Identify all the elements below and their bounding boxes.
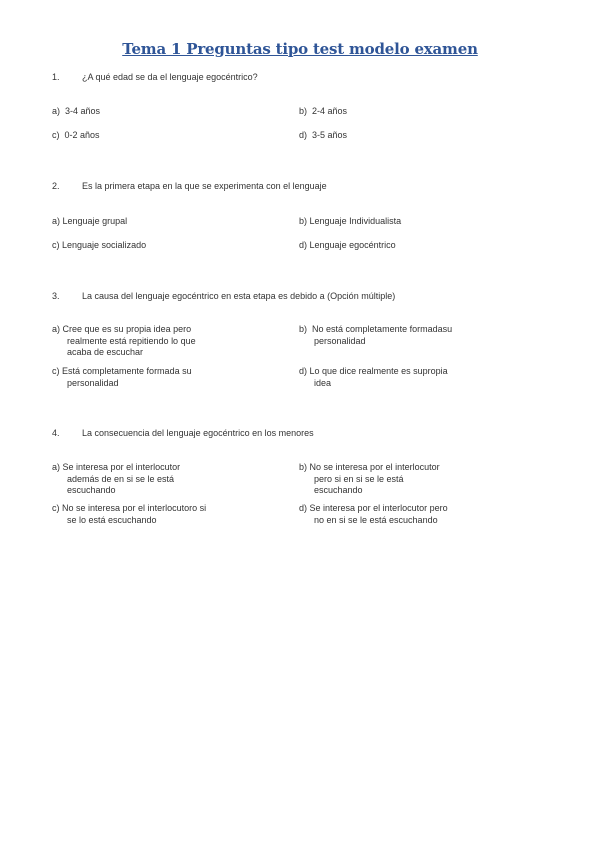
option-text: No se interesa por el interlocutoro si: [62, 503, 207, 513]
option-text: se lo está escuchando: [67, 514, 157, 525]
question-text: ¿A qué edad se da el lenguaje egocéntrico?: [82, 72, 258, 82]
option-letter: b): [299, 324, 308, 334]
option-text: idea: [314, 377, 332, 388]
option-text: acaba de escuchar: [67, 347, 144, 357]
option-letter: a): [52, 216, 61, 226]
question-text: La causa del lenguaje egocéntrico en esta etapa es debido a (Opción múltiple): [82, 291, 396, 301]
option-letter: c): [52, 366, 60, 376]
option-letter: a): [52, 106, 61, 116]
option-letter: d): [299, 240, 308, 250]
option-text: Lenguaje egocéntrico: [309, 240, 396, 250]
option-text: Lo que dice realmente es supropia: [309, 366, 448, 376]
option-letter: a): [52, 324, 61, 334]
document-title: Tema 1 Preguntas tipo test modelo examen: [122, 40, 478, 58]
option-text: personalidad: [314, 335, 366, 346]
option-text: no en si se le está escuchando: [314, 514, 438, 525]
option-text: personalidad: [67, 377, 119, 388]
option-text: Está completamente formada su: [62, 366, 192, 376]
question-number: 2.: [52, 181, 60, 191]
question-number: 4.: [52, 428, 60, 438]
option-text: escuchando: [67, 485, 116, 495]
question-4: [52, 428, 314, 438]
option-text: Se interesa por el interlocutor pero: [309, 503, 448, 513]
option-4b: [299, 462, 440, 497]
option-letter: c): [52, 240, 60, 250]
option-text: No se interesa por el interlocutor: [309, 462, 440, 472]
question-2: [52, 181, 327, 191]
option-letter: b): [299, 462, 308, 472]
question-number: 1.: [52, 72, 60, 82]
option-4a: [52, 462, 180, 497]
question-3: [52, 291, 395, 301]
option-4d: [299, 503, 448, 526]
question-text: Es la primera etapa en la que se experimenta con el lenguaje: [82, 181, 327, 191]
option-text: 2-4 años: [312, 106, 348, 116]
option-text: realmente está repitiendo lo que: [67, 335, 196, 346]
option-text: Lenguaje grupal: [62, 216, 128, 226]
option-text: además de en si se le está: [67, 473, 175, 484]
option-2d: [299, 240, 396, 252]
option-letter: c): [52, 503, 60, 513]
option-2c: [52, 240, 146, 252]
option-1b: [299, 106, 347, 118]
option-3b: [299, 324, 452, 347]
option-letter: c): [52, 130, 60, 140]
option-letter: d): [299, 130, 308, 140]
option-text: Lenguaje Individualista: [309, 216, 402, 226]
option-text: pero si en si se le está: [314, 473, 404, 484]
option-text: 3-5 años: [312, 130, 348, 140]
option-letter: b): [299, 216, 308, 226]
option-letter: b): [299, 106, 308, 116]
option-2b: [299, 216, 401, 228]
option-3c: [52, 366, 192, 389]
option-2a: [52, 216, 127, 228]
question-text: La consecuencia del lenguaje egocéntrico en los menores: [82, 428, 314, 438]
option-4c: [52, 503, 206, 526]
question-number: 3.: [52, 291, 60, 301]
question-1: [52, 72, 258, 82]
option-3d: [299, 366, 448, 389]
option-1c: [52, 130, 100, 142]
option-text: Se interesa por el interlocutor: [62, 462, 181, 472]
option-text: Cree que es su propia idea pero: [62, 324, 192, 334]
option-letter: a): [52, 462, 61, 472]
option-text: escuchando: [314, 485, 363, 495]
option-text: 0-2 años: [64, 130, 100, 140]
option-text: No está completamente formadasu: [312, 324, 453, 334]
option-letter: d): [299, 503, 308, 513]
option-text: Lenguaje socializado: [62, 240, 147, 250]
option-letter: d): [299, 366, 308, 376]
option-1d: [299, 130, 347, 142]
option-text: 3-4 años: [65, 106, 101, 116]
option-3a: [52, 324, 196, 359]
option-1a: [52, 106, 100, 118]
